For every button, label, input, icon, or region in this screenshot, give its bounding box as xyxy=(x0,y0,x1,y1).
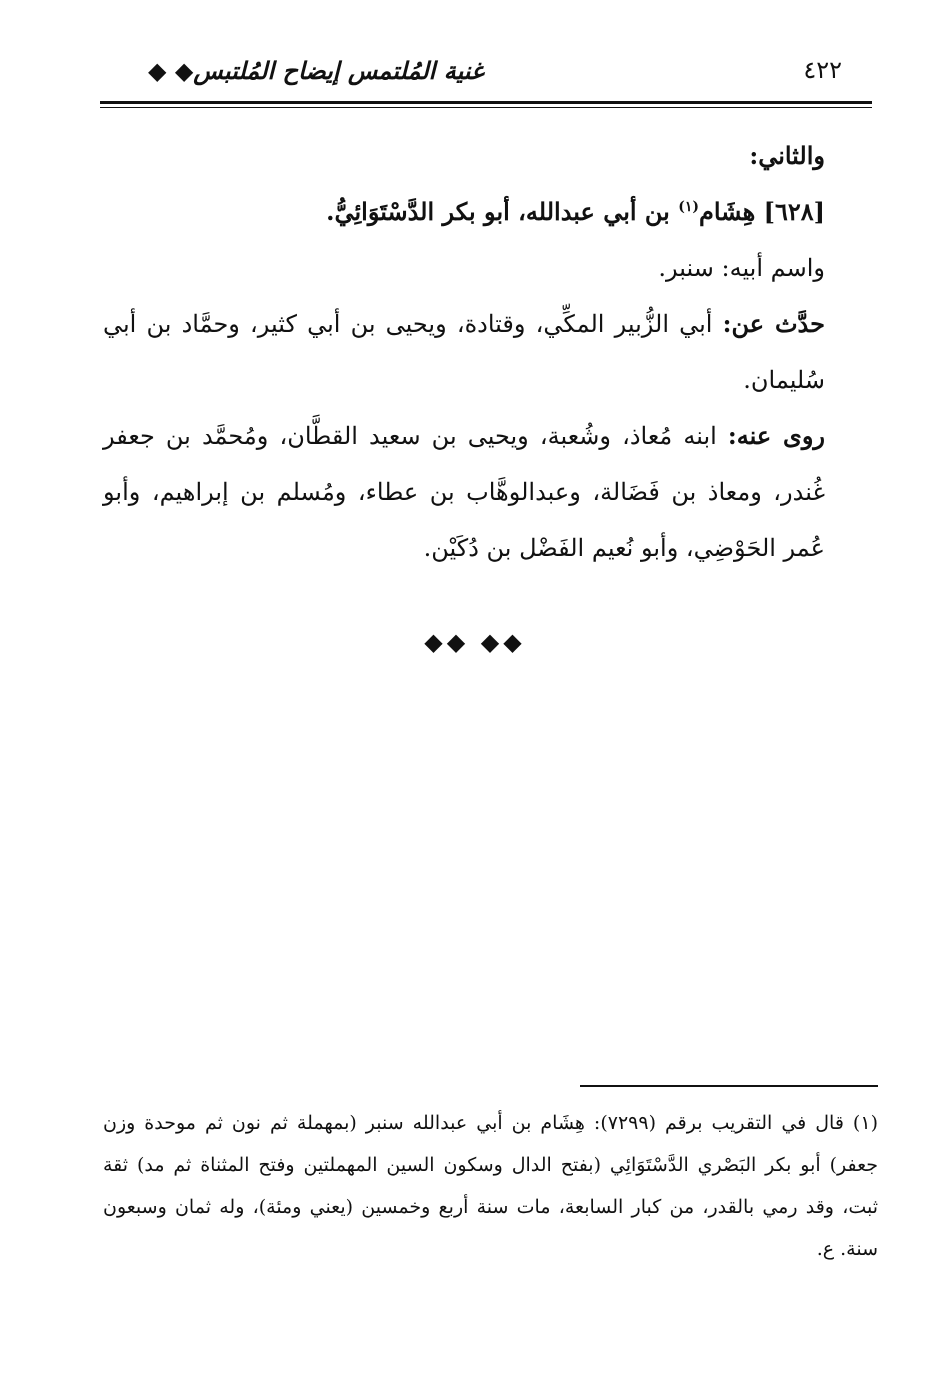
entry-name: هِشَام xyxy=(699,197,756,226)
narrated-by-label: روى عنه: xyxy=(727,421,826,450)
entry-body xyxy=(103,128,825,576)
entry-number: [٦٢٨] xyxy=(763,197,825,226)
narrated-by-text: ابنه مُعاذ، وشُعبة، ويحيى بن سعيد القطَّان، ومُحمَّد بن جعفر غُندر، ومعاذ بن فَضَالة، وعبدالوهَّاب بن عطاء، ومُسلم بن إبراهيم، وأبو عُمر الحَوْضِي، وأبو نُعيم الفَضْل بن دُكَيْن. xyxy=(103,422,826,562)
entry-name-rest: بن أبي عبدالله، أبو بكر الدَّسْتَوَائِيُّ. xyxy=(326,197,670,226)
footnote-text: (١) قال في التقريب برقم (٧٢٩٩): هِشَام بن أبي عبدالله سنبر (بمهملة ثم نون ثم موحدة وزن جعفر) أبو بكر البَصْري الدَّسْتَوَائِي (بفتح الدال وسكون السين المهملتين وفتح المثناة ثم مد) ثقة ثبت، وقد رمي بالقدر، من كبار السابعة، مات سنة أربع وخمسين (يعني ومئة)، وله ثمان وسبعون سنة. ع. xyxy=(103,1112,878,1260)
narrated-from-label: حدَّث عن: xyxy=(722,309,825,338)
running-title: غنية المُلتمس إيضاح المُلتبس◆ ◆ xyxy=(148,56,484,85)
narrated-by-paragraph xyxy=(103,408,825,576)
page-number: ٤٢٢ xyxy=(803,56,842,84)
page-header xyxy=(100,52,872,98)
header-rule-thin xyxy=(100,107,872,108)
header-rule xyxy=(100,101,872,104)
entry-intro: والثاني: xyxy=(749,141,825,170)
footnote-reference: (١) xyxy=(678,199,699,215)
father-line: واسم أبيه: سنبر. xyxy=(658,254,825,282)
narrated-from-paragraph xyxy=(103,296,825,408)
footnote-rule xyxy=(580,1085,878,1087)
narrated-from-text: أبي الزُّبير المكِّي، وقتادة، ويحيى بن أبي كثير، وحمَّاد بن أبي سُليمان. xyxy=(103,310,825,394)
entry-heading xyxy=(103,184,825,240)
section-ornament: ◆◆ ◆◆ xyxy=(424,628,526,656)
footnote xyxy=(103,1102,878,1270)
